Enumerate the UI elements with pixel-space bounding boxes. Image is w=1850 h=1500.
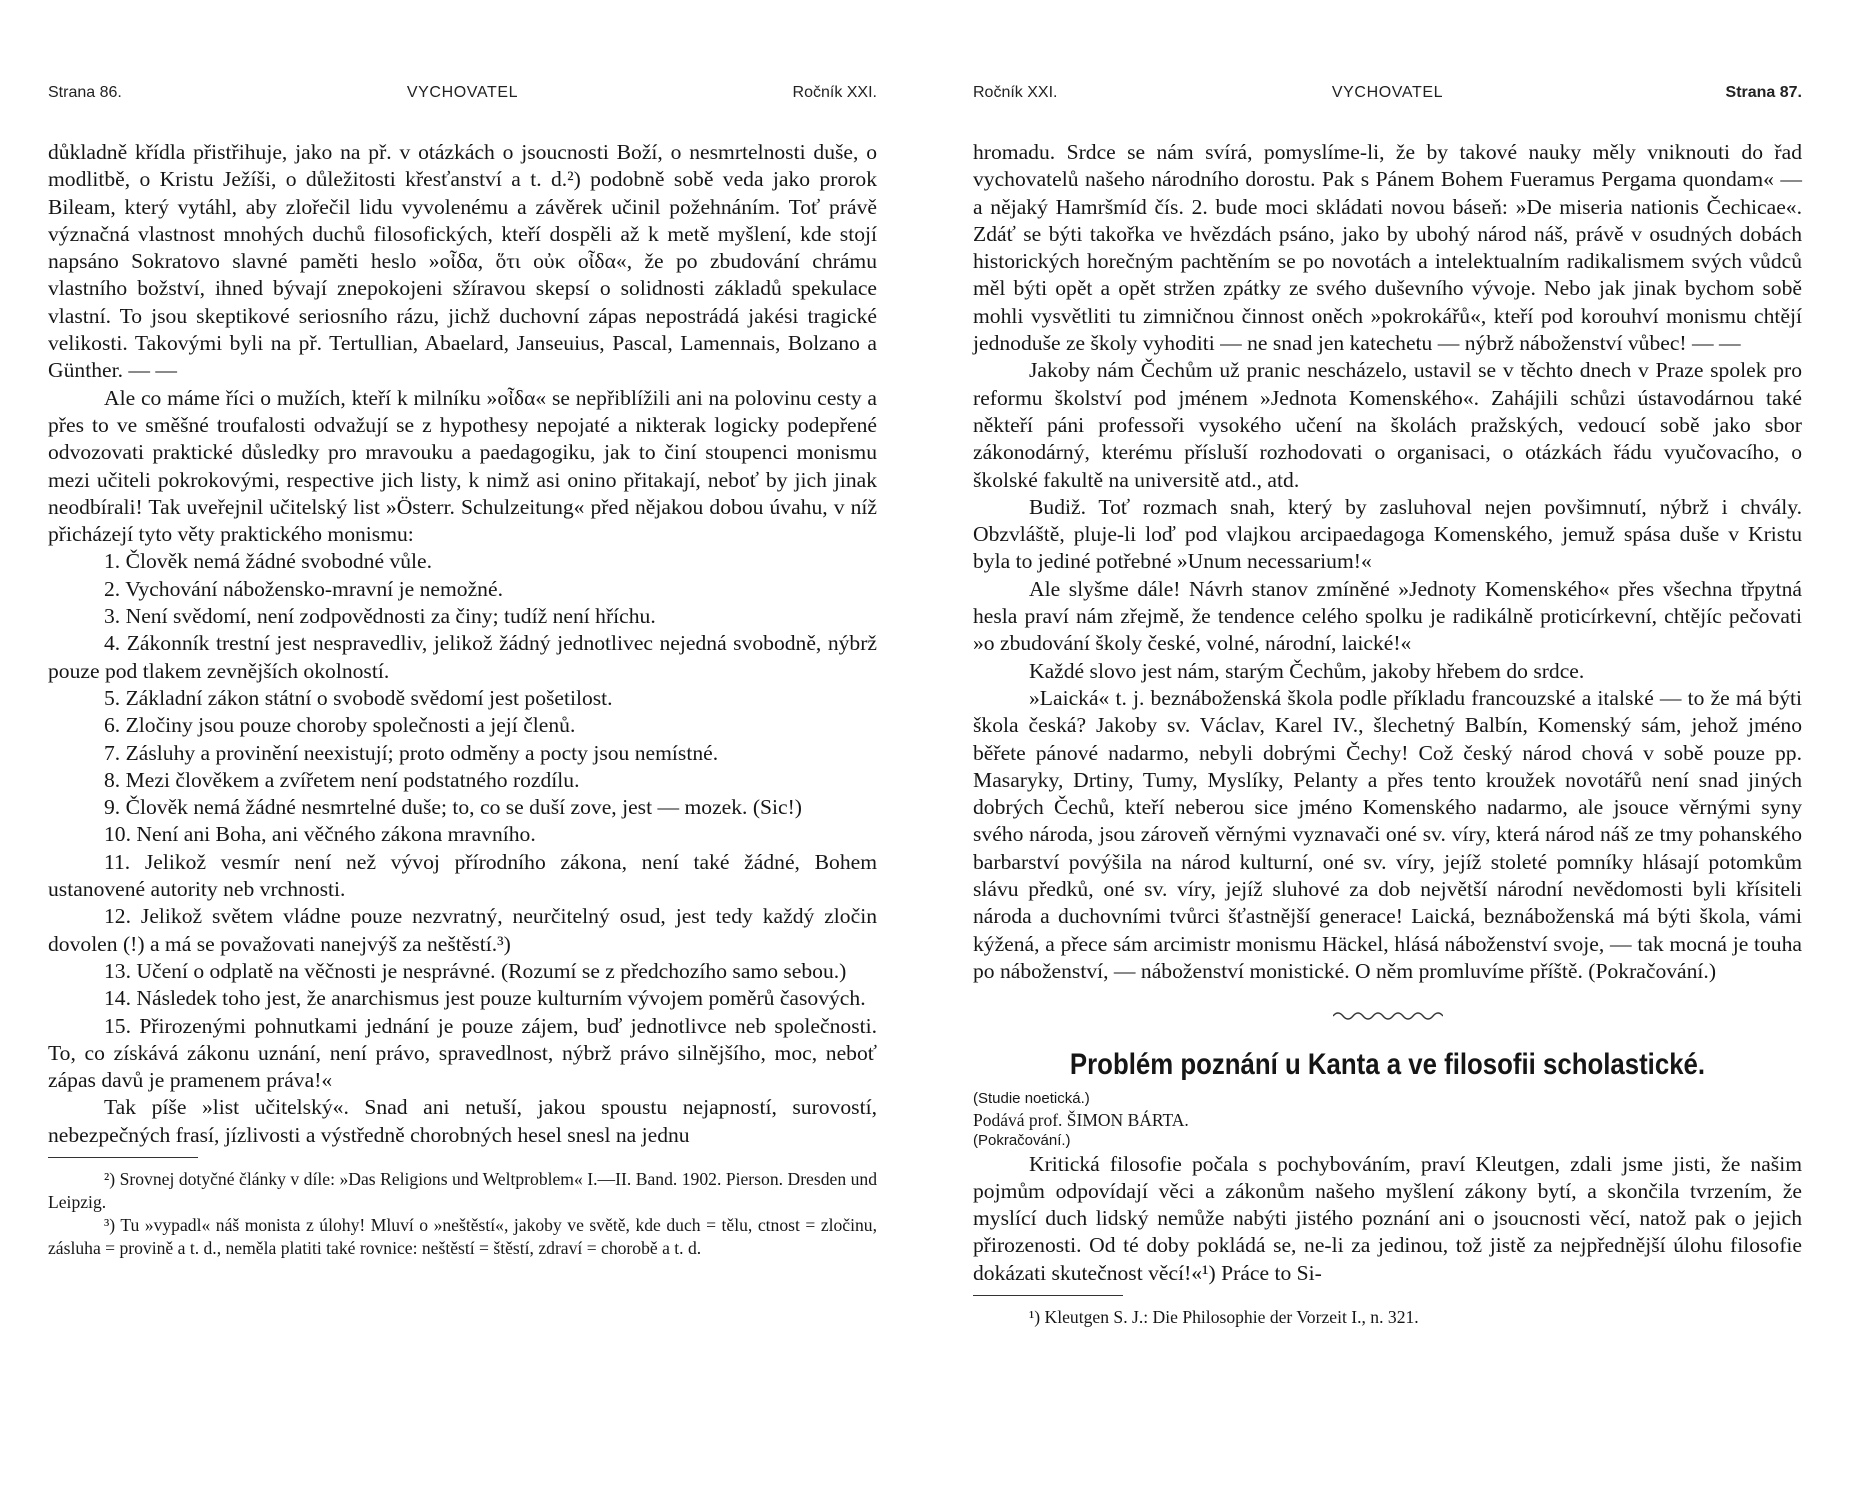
left-journal-title: VYCHOVATEL — [406, 84, 519, 101]
list-item: 7. Zásluhy a provinění neexistují; proto odměny a pocty jsou nemístné. — [104, 740, 719, 765]
list-item: 3. Není svědomí, není zodpovědnosti za činy; tudíž není hříchu. — [104, 604, 656, 629]
paragraph: hromadu. Srdce se nám svírá, pomyslíme-li, že by takové nauky měly vniknouti do řad vychovatelů našeho národního dorostu. Pak s Pánem Bohem Fueramus Pergama quondam« — a nějaký Hamršmíd čís. 2. bude moci skládati novou báseň: »De miseria nationis Čechicae«. Zdáť se býti takořka ve hvězdách psáno, jako by ubohý národ náš, právě v osudných dobách historických horečným pachtěním se po novotách a intelektualním radikalismem svých vůdců měl býti opět a opět stržen zpátky ze svého duševního vývoje. Nebo jak jinak bychom sobě mohli vysvětliti tu zimničnou činnost oněch »pokrokářů«, kteří pod korouhví monismu chtějí jednoduše ze školy vyhoditi — ne snad jen katechetu — nýbrž náboženství vůbec! — — — [973, 140, 1802, 356]
left-volume: Ročník XXI. — [792, 84, 877, 101]
list-item: 6. Zločiny jsou pouze choroby společnosti a její členů. — [104, 713, 576, 738]
paragraph: Kritická filosofie počala s pochybováním, praví Kleutgen, zdali jsme jisti, že našim pojmům odpovídají věci a zákonům našeho myšlení zákony bytí, a skončila tvrzením, že myslící duch lidský nemůže nabýti jistého poznání ani o jsoucnosti věcí, natož pak o jejich přirozenosti. Od té doby pokládá se, ne-li za jedinou, tož jistě za nejpřednější úlohu filosofie dokázati skutečnost věcí!«¹) Práce to Si- — [973, 1151, 1802, 1285]
paragraph: Budiž. Toť rozmach snah, který by zasluhoval nejen povšimnutí, nýbrž i chvály. Obzvláště, pluje-li loď pod vlajkou arcipaedagoga Komenského, jemuž spása duše v Kristu byla to jediné potřebné »Unum necessarium!« — [973, 494, 1802, 574]
paragraph: Jakoby nám Čechům už pranic nescházelo, ustavil se v těchto dnech v Praze spolek pro reformu školství pod jménem »Jednota Komenského«. Zahájili schůzi ústavodárnou také někteří páni professoři vysokého učení na školách pražských, vedoucí sobě jako sbor zákonodárný, kterému přísluší rozhodovati o organisaci, o otázkách řádu vyučovacího, o školské fakultě na universitě atd., atd. — [973, 358, 1802, 492]
section-divider-ornament — [973, 1003, 1802, 1030]
list-item: 9. Člověk nemá žádné nesmrtelné duše; to, co se duší zove, jest — mozek. (Sic!) — [104, 795, 803, 820]
paragraph: Každé slovo jest nám, starým Čechům, jakoby hřebem do srdce. — [1029, 658, 1585, 683]
left-running-head — [48, 84, 877, 112]
wave-ornament-icon — [1333, 1010, 1443, 1022]
list-item: 14. Následek toho jest, že anarchismus jest pouze kulturním vývojem poměrů časových. — [104, 986, 866, 1011]
right-page-number: Strana 87. — [1725, 84, 1802, 101]
article-title: Problém poznání u Kanta a ve filosofii scholastické. — [1069, 1047, 1706, 1081]
footnote: ³) Tu »vypadl« náš monista z úlohy! Mluví o »neštěstí«, jakoby ve světě, kde duch = tělu, ctnost = zločinu, zásluha = provině a t. d., neměla platiti také rovnice: neštěstí = štěstí, zdraví = chorobě a t. d. — [48, 1214, 877, 1258]
list-item: 2. Vychování nábožensko-mravní je nemožné. — [104, 576, 503, 601]
paragraph: Tak píše »list učitelský«. Snad ani netuší, jakou spoustu nejapností, surovostí, nebezpečných frasí, jízlivosti a výstředně chorobných hesel snesl na jednu — [48, 1095, 877, 1147]
right-page — [925, 0, 1850, 1500]
list-item: 10. Není ani Boha, ani věčného zákona mravního. — [104, 822, 536, 847]
right-volume: Ročník XXI. — [973, 84, 1058, 101]
footnote-rule — [973, 1295, 1123, 1296]
list-item: 12. Jelikož světem vládne pouze nezvratný, neurčitelný osud, jest tedy každý zločin dovolen (!) a má se považovati nanejvýš za neštěstí.³) — [48, 904, 877, 956]
paragraph: Ale co máme říci o mužích, kteří k milníku »οἶδα« se nepřiblížili ani na polovinu cesty a přes to ve směšné troufalosti odvažují se z hypothesy nepojaté a nikterak logicky podepřené odvozovati praktické důsledky pro mravouku a paedagogiku, jak to činí stoupenci monismu mezi učiteli pokrokovými, respective jich listy, k nimž asi onino přitakají, neboť by jich jinak neodbírali! Tak uveřejnil učitelský list »Österr. Schulzeitung« před nějakou dobou úvahu, v níž přicházejí tyto věty praktického monismu: — [48, 385, 877, 547]
footnote-rule — [48, 1157, 198, 1158]
right-running-head — [973, 84, 1802, 112]
list-item: 1. Člověk nemá žádné svobodné vůle. — [104, 549, 433, 574]
paragraph: Ale slyšme dále! Návrh stanov zmíněné »Jednoty Komenského« přes všechna třpytná hesla praví nám zřejmě, že tendence celého spolku je radikálně proticírkevní, chtějíc pečovati »o zbudování školy české, volné, národní, laické!« — [973, 576, 1802, 656]
footnote: ¹) Kleutgen S. J.: Die Philosophie der Vorzeit I., n. 321. — [1029, 1306, 1419, 1327]
paragraph: důkladně křídla přistřihuje, jako na př. v otázkách o jsoucnosti Boží, o nesmrtelnosti duše, o modlitbě, o Kristu Ježíši, o důležitosti křesťanství a t. d.²) podobně sobě veda jako prorok Bileam, který vytáhl, aby zlořečil lidu vyvolenému a závěrek učinil požehnáním. Toť právě význačná vlastnost mnohých duchů filosofických, kteří dospěli až k metě myšlení, kde stojí napsáno Sokratovo slavné paměti heslo »οἶδα, ὅτι οὐκ οἶδα«, že po zbudování chrámu vlastního božství, ihned bývají znepokojeni sžíravou skepsí o solidnosti základů spekulace vlastní. To jsou skeptikové seriosního rázu, jichž duchovní zápas nepostrádá jakési tragické velikosti. Takovými byli na př. Tertullian, Abaelard, Janseuius, Pascal, Lamennais, Bolzano a Günther. — — — [48, 140, 877, 383]
left-body-text — [48, 139, 877, 1260]
article-subtitle: (Studie noetická.) — [973, 1089, 1090, 1107]
list-item: 8. Mezi člověkem a zvířetem není podstatného rozdílu. — [104, 767, 580, 792]
paragraph: »Laická« t. j. beznáboženská škola podle příkladu francouzské a italské — to že má býti škola česká? Jakoby sv. Václav, Karel IV., šlechetný Balbín, Komenský sám, jehož jméno běřete pánové nadarmo, nebyli dobrými Čechy! Což český národ chová v sobě pouze pp. Masaryky, Drtiny, Tumy, Myslíky, Pelanty a přes tento kroužek novotářů není snad jiných dobrých Čechů, kteří neberou sice jméno Komenského nadarmo, ale jsouce věrnými syny svého národa, jsou zároveň věrnými vyznavači oné sv. víry, která národ náš ze tmy pohanského barbarství povýšila na národ kulturní, oné sv. víry, jejíž stoleté pomníky hlásají potomkům slávu předků, oné sv. víry, jejíž sluhové za dob největší národní nevědomosti byli křísiteli národa a duchovními tvůrci šťastnější generace! Laická, beznáboženská má býti škola, vámi kýžená, a přece sám arcimistr monismu Häckel, hlásá náboženství svoje, — tak mocná je touha po náboženství, — náboženství monistické. O něm promluvíme příště. (Pokračování.) — [973, 685, 1802, 983]
list-item: 4. Zákonník trestní jest nespravedliv, jelikož žádný jednotlivec nejedná svobodně, nýbrž pouze pod tlakem zevnějších okolností. — [48, 631, 877, 683]
article-author: Podává prof. ŠIMON BÁRTA. — [973, 1109, 1189, 1130]
left-page-number: Strana 86. — [48, 84, 122, 101]
list-item: 11. Jelikož vesmír není než vývoj přírodního zákona, není také žádné, Bohem ustanovené autority neb vrchnosti. — [48, 849, 877, 902]
right-body-text — [973, 139, 1802, 1329]
article-continued: (Pokračování.) — [973, 1131, 1071, 1149]
list-item: 5. Základní zákon státní o svobodě svědomí jest pošetilost. — [104, 685, 613, 710]
footnote: ²) Srovnej dotyčné články v díle: »Das Religions und Weltproblem« I.—II. Band. 1902. Pierson. Dresden und Leipzig. — [48, 1168, 877, 1212]
list-item: 13. Učení o odplatě na věčnosti je nesprávné. (Rozumí se z předchozího samo sebou.) — [104, 958, 847, 983]
list-item: 15. Přirozenými pohnutkami jednání je pouze zájem, buď jednotlivce neb společnosti. To, co získává zákonu uznání, není právo, spravedlnost, nýbrž právo silnějšího, moc, neboť zápas davů je pramenem práva!« — [48, 1013, 877, 1093]
right-journal-title: VYCHOVATEL — [1331, 84, 1444, 101]
